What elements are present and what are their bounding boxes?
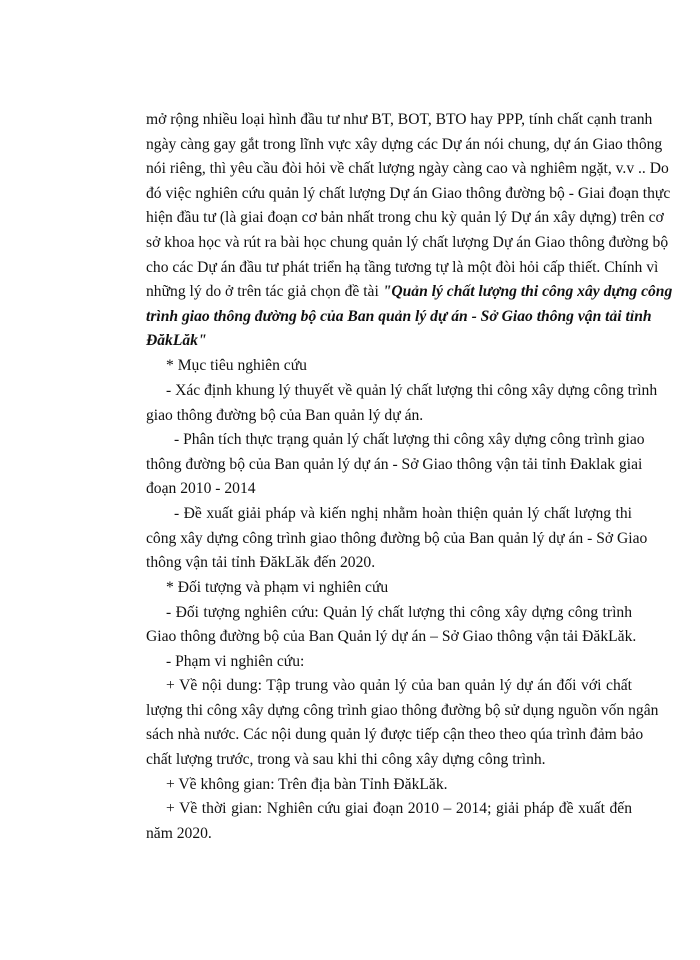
text-line [166,676,632,696]
line-text: thông vận tải tỉnh ĐăkLăk đến 2020. [146,554,376,571]
line-text: ngày càng gay gắt trong lĩnh vực xây dựng các Dự án nói chung, dự án Giao thông [146,136,663,153]
line-text: những lý do ở trên tác giả chọn đề tài [146,283,383,300]
text-line [146,135,663,155]
line-text: chất lượng trước, trong và sau khi thi công xây dựng công trình. [146,751,546,768]
text-line [146,307,652,327]
text-line [146,553,632,573]
text-line [146,750,632,770]
thesis-title-text: "Quản lý chất lượng thi công xây dựng công [382,283,673,300]
line-text: năm 2020. [146,825,212,842]
text-line [166,356,632,376]
text-line [146,725,644,745]
text-line [174,430,645,450]
line-text: công xây dựng công trình giao thông đường bộ của Ban quản lý dự án - Sở Giao [146,530,648,547]
line-text: nói riêng, thì yêu cầu đòi hỏi về chất lượng ngày càng cao và nghiêm ngặt, v.v .. Do [146,160,669,177]
text-line [166,578,632,598]
text-line [146,455,643,475]
line-text: hiện đầu tư (là giai đoạn cơ bản nhất trong chu kỳ quản lý Dự án xây dựng) trên cơ [146,209,664,226]
text-line [166,603,632,623]
line-text: thông đường bộ của Ban quản lý dự án - Sở Giao thông vận tải tỉnh Đaklak giai [146,456,643,473]
text-line [146,331,632,351]
text-line [146,110,653,130]
text-line [146,184,671,204]
line-text: mở rộng nhiều loại hình đầu tư như BT, BOT, BTO hay PPP, tính chất cạnh tranh [146,111,653,128]
text-line [146,208,664,228]
line-text: + Về nội dung: Tập trung vào quản lý của ban quản lý dự án đối với chất [166,677,632,694]
text-line [146,282,673,302]
text-line [146,479,632,499]
line-text: sách nhà nước. Các nội dung quản lý được tiếp cận theo theo qúa trình đảm bảo [146,726,644,743]
line-text: - Đề xuất giải pháp và kiến nghị nhằm hoàn thiện quản lý chất lượng thi [174,505,632,522]
text-line [146,258,659,278]
text-line [166,799,632,819]
text-line [146,701,659,721]
text-line [166,381,658,401]
line-text: + Về thời gian: Nghiên cứu giai đoạn 2010 – 2014; giải pháp đề xuất đến [166,800,632,817]
line-text: giao thông đường bộ của Ban quản lý dự án. [146,407,424,424]
line-text: - Phân tích thực trạng quản lý chất lượng thi công xây dựng công trình giao [174,431,645,448]
line-text: - Đối tượng nghiên cứu: Quản lý chất lượng thi công xây dựng công trình [166,604,632,621]
line-text: + Về không gian: Trên địa bàn Tỉnh ĐăkLăk. [166,776,448,793]
line-text: * Mục tiêu nghiên cứu [166,357,307,374]
line-text: đoạn 2010 - 2014 [146,480,256,497]
text-line [146,159,669,179]
line-text: lượng thi công xây dựng công trình giao thông đường bộ sử dụng nguồn vốn ngân [146,702,659,719]
line-text: - Xác định khung lý thuyết về quản lý chất lượng thi công xây dựng công trình [166,382,658,399]
text-line [174,504,632,524]
line-text: đó việc nghiên cứu quản lý chất lượng Dự án Giao thông đường bộ - Giai đoạn thực [146,185,671,202]
line-text: * Đối tượng và phạm vi nghiên cứu [166,579,389,596]
line-text: sở khoa học và rút ra bài học chung quản lý chất lượng Dự án Giao thông đường bộ [146,234,669,251]
text-line [166,652,632,672]
text-line [146,406,632,426]
line-text: Giao thông đường bộ của Ban Quản lý dự án – Sở Giao thông vận tải ĐăkLăk. [146,628,637,645]
line-text: cho các Dự án đầu tư phát triển hạ tầng tương tự là một đòi hỏi cấp thiết. Chính vì [146,259,659,276]
line-text: - Phạm vi nghiên cứu: [166,653,305,670]
text-line [146,627,637,647]
thesis-title-text: trình giao thông đường bộ của Ban quản lý dự án - Sở Giao thông vận tải tỉnh [146,308,652,325]
text-line [166,775,632,795]
thesis-title-text: ĐăkLăk" [146,332,207,349]
text-line [146,824,632,844]
text-line [146,233,669,253]
text-line [146,529,648,549]
